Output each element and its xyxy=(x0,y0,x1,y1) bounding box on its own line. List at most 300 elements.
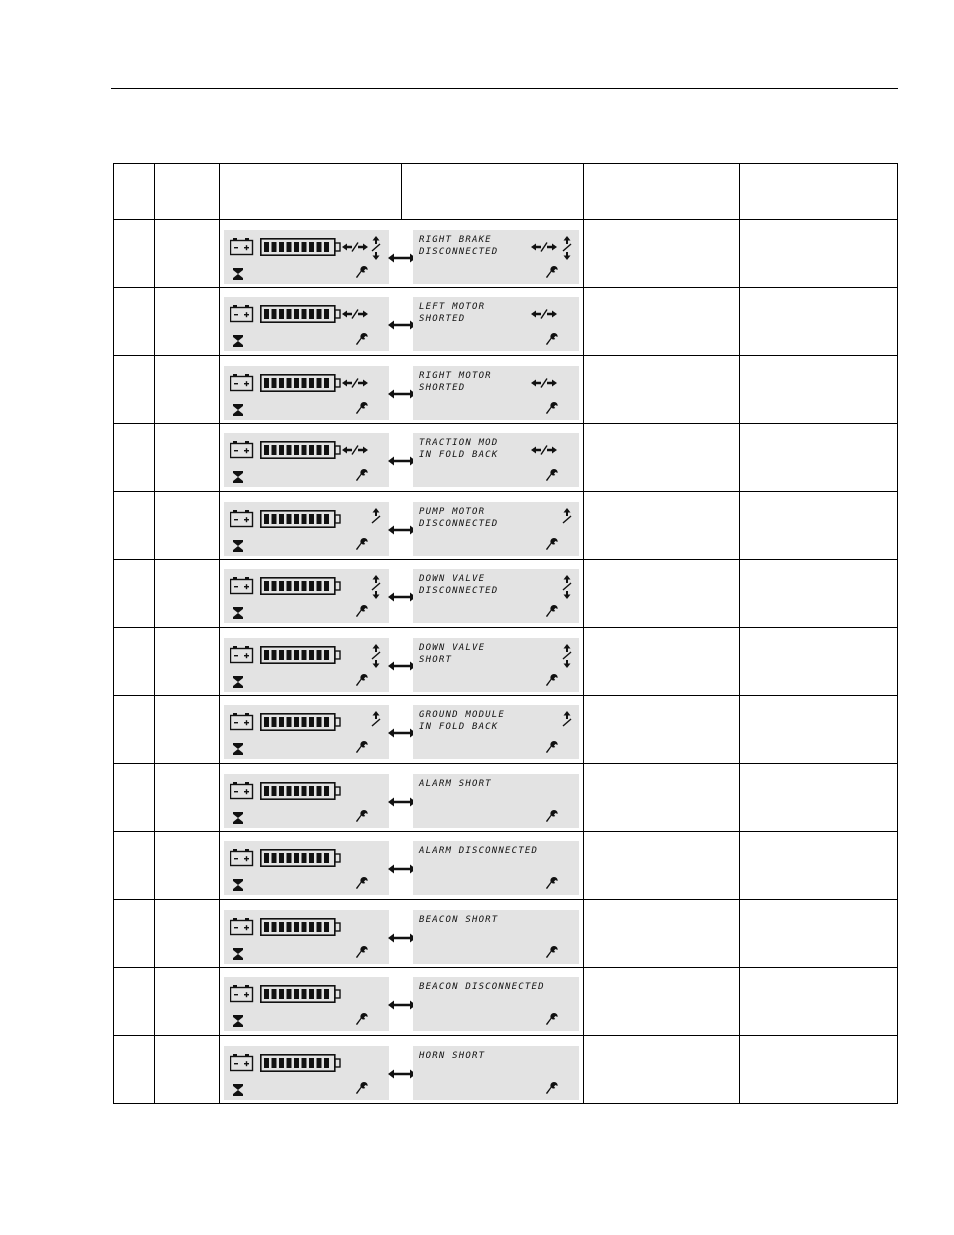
gauge-segment xyxy=(302,786,307,796)
lcd-fault-screen xyxy=(413,705,579,759)
lcd-fault-screen xyxy=(413,910,579,964)
lcd-status-screen xyxy=(224,705,389,759)
gauge-segment xyxy=(317,242,322,252)
gauge-segment xyxy=(294,650,299,660)
battery-icon xyxy=(230,1054,254,1072)
battery-icon xyxy=(230,305,254,323)
lcd-status-screen xyxy=(224,977,389,1031)
gauge-segment xyxy=(324,717,329,727)
table-header-row xyxy=(114,164,898,220)
gauge-segment xyxy=(272,650,277,660)
cell-cause xyxy=(584,900,740,968)
double-arrow-icon xyxy=(388,389,416,399)
battery-gauge xyxy=(260,646,342,664)
battery-icon xyxy=(230,510,254,528)
fault-message xyxy=(419,234,498,258)
gauge-segment xyxy=(309,1058,314,1068)
wrench-icon xyxy=(546,333,558,346)
cell-cause xyxy=(584,424,740,492)
lcd-status-screen xyxy=(224,638,389,692)
lcd-status-screen xyxy=(224,569,389,623)
traction-icon xyxy=(531,445,557,455)
cell-code xyxy=(114,288,155,356)
gauge-segment xyxy=(272,989,277,999)
gauge-segment xyxy=(302,242,307,252)
fault-line-2: DISCONNECTED xyxy=(419,519,499,529)
gauge-segment xyxy=(272,378,277,388)
gauge-segment xyxy=(294,378,299,388)
battery-gauge xyxy=(260,985,342,1003)
hourglass-icon xyxy=(232,948,244,960)
gauge-segment xyxy=(287,786,292,796)
battery-icon xyxy=(230,849,254,867)
wrench-icon xyxy=(546,605,558,618)
cell-remedy xyxy=(740,560,898,628)
lcd-fault-screen xyxy=(413,502,579,556)
gauge-segment xyxy=(272,445,277,455)
gauge-segment xyxy=(264,922,269,932)
wrench-icon xyxy=(356,810,368,823)
cell-flash xyxy=(155,628,220,696)
hourglass-icon xyxy=(232,471,244,483)
gauge-segment xyxy=(287,378,292,388)
table-row xyxy=(114,1036,898,1104)
fault-line-1: LEFT MOTOR xyxy=(419,302,486,312)
gauge-segment xyxy=(279,309,284,319)
wrench-icon xyxy=(356,741,368,754)
wrench-icon xyxy=(356,469,368,482)
gauge-segment xyxy=(324,1058,329,1068)
fault-line-1: BEACON DISCONNECTED xyxy=(419,982,545,992)
double-arrow-icon xyxy=(388,797,416,807)
traction-icon xyxy=(342,309,368,319)
fault-line-2: SHORTED xyxy=(419,314,466,324)
double-arrow-icon xyxy=(388,864,416,874)
cell-flash xyxy=(155,1036,220,1104)
table-row xyxy=(114,288,898,356)
battery-icon xyxy=(230,441,254,459)
lcd-fault-screen xyxy=(413,230,579,284)
cell-remedy xyxy=(740,424,898,492)
gauge-segment xyxy=(324,445,329,455)
gauge-segment xyxy=(302,717,307,727)
gauge-segment xyxy=(294,581,299,591)
battery-icon xyxy=(230,918,254,936)
table-row xyxy=(114,220,898,288)
wrench-icon xyxy=(546,810,558,823)
double-arrow-icon xyxy=(388,661,416,671)
table-row xyxy=(114,424,898,492)
gauge-segment xyxy=(279,242,284,252)
gauge-segment xyxy=(272,1058,277,1068)
lcd-fault-screen xyxy=(413,569,579,623)
fault-line-1: HORN SHORT xyxy=(419,1051,486,1061)
gauge-segment xyxy=(309,581,314,591)
gauge-segment xyxy=(279,445,284,455)
gauge-segment xyxy=(294,309,299,319)
wrench-icon xyxy=(356,877,368,890)
gauge-segment xyxy=(317,853,322,863)
battery-gauge xyxy=(260,577,342,595)
gauge-segment xyxy=(317,989,322,999)
cell-remedy xyxy=(740,832,898,900)
header-cell xyxy=(220,164,402,220)
wrench-icon xyxy=(546,674,558,687)
gauge-segment xyxy=(294,717,299,727)
gauge-segment xyxy=(294,853,299,863)
toggle-arrow xyxy=(388,661,416,671)
fault-line-1: GROUND MODULE xyxy=(419,710,506,720)
wrench-icon xyxy=(546,946,558,959)
double-arrow-icon xyxy=(388,253,416,263)
battery-gauge xyxy=(260,238,342,256)
gauge-segment xyxy=(264,445,269,455)
gauge-segment xyxy=(287,853,292,863)
wrench-icon xyxy=(546,1082,558,1095)
gauge-segment xyxy=(279,717,284,727)
wrench-icon xyxy=(356,333,368,346)
gauge-segment xyxy=(317,786,322,796)
gauge-segment xyxy=(302,922,307,932)
wrench-icon xyxy=(546,741,558,754)
wrench-icon xyxy=(546,877,558,890)
battery-gauge xyxy=(260,918,342,936)
toggle-arrow xyxy=(388,797,416,807)
double-arrow-icon xyxy=(388,456,416,466)
gauge-segment xyxy=(324,581,329,591)
gauge-segment xyxy=(302,514,307,524)
toggle-arrow xyxy=(388,1069,416,1079)
fault-message xyxy=(419,506,498,530)
fault-line-2: IN FOLD BACK xyxy=(419,722,499,732)
gauge-segment xyxy=(264,1058,269,1068)
fault-display-table xyxy=(113,163,898,1104)
gauge-segment xyxy=(309,786,314,796)
hourglass-icon xyxy=(232,879,244,891)
wrench-icon xyxy=(356,402,368,415)
gauge-segment xyxy=(309,309,314,319)
gauge-segment xyxy=(302,445,307,455)
table-row xyxy=(114,764,898,832)
pump-icon xyxy=(370,644,382,668)
gauge-segment xyxy=(309,378,314,388)
table-row xyxy=(114,968,898,1036)
display-cell xyxy=(220,628,584,696)
gauge-segment xyxy=(272,309,277,319)
gauge-segment xyxy=(324,922,329,932)
hourglass-icon xyxy=(232,607,244,619)
cell-flash xyxy=(155,968,220,1036)
wrench-icon xyxy=(546,538,558,551)
cell-flash xyxy=(155,560,220,628)
cell-cause xyxy=(584,628,740,696)
cell-cause xyxy=(584,832,740,900)
header-cell xyxy=(402,164,584,220)
gauge-segment xyxy=(317,378,322,388)
cell-cause xyxy=(584,356,740,424)
cell-flash xyxy=(155,764,220,832)
gauge-segment xyxy=(309,717,314,727)
gauge-segment xyxy=(317,581,322,591)
gauge-segment xyxy=(279,922,284,932)
hourglass-icon xyxy=(232,812,244,824)
pump-icon xyxy=(370,236,382,260)
lcd-fault-screen xyxy=(413,977,579,1031)
gauge-segment xyxy=(279,989,284,999)
fault-message xyxy=(419,437,498,461)
cell-flash xyxy=(155,220,220,288)
gauge-segment xyxy=(264,378,269,388)
wrench-icon xyxy=(356,1013,368,1026)
battery-gauge xyxy=(260,713,342,731)
gauge-segment xyxy=(287,445,292,455)
double-arrow-icon xyxy=(388,728,416,738)
gauge-segment xyxy=(294,242,299,252)
battery-icon xyxy=(230,238,254,256)
wrench-icon xyxy=(356,605,368,618)
pump-icon xyxy=(561,644,573,668)
gauge-segment xyxy=(324,853,329,863)
cell-code xyxy=(114,424,155,492)
gauge-segment xyxy=(272,853,277,863)
wrench-icon xyxy=(546,402,558,415)
cell-remedy xyxy=(740,288,898,356)
fault-message xyxy=(419,981,545,993)
display-cell xyxy=(220,220,584,288)
cell-code xyxy=(114,968,155,1036)
cell-code xyxy=(114,764,155,832)
gauge-segment xyxy=(302,989,307,999)
table-row xyxy=(114,628,898,696)
gauge-segment xyxy=(309,445,314,455)
gauge-segment xyxy=(279,514,284,524)
hourglass-icon xyxy=(232,404,244,416)
gauge-segment xyxy=(264,309,269,319)
display-cell xyxy=(220,1036,584,1104)
cell-cause xyxy=(584,1036,740,1104)
display-cell xyxy=(220,560,584,628)
double-arrow-icon xyxy=(388,320,416,330)
gauge-segment xyxy=(287,309,292,319)
gauge-segment xyxy=(272,242,277,252)
battery-gauge xyxy=(260,849,342,867)
gauge-segment xyxy=(309,514,314,524)
fault-line-1: BEACON SHORT xyxy=(419,915,499,925)
hourglass-icon xyxy=(232,268,244,280)
gauge-segment xyxy=(317,514,322,524)
gauge-segment xyxy=(317,1058,322,1068)
battery-gauge xyxy=(260,305,342,323)
gauge-segment xyxy=(302,309,307,319)
double-arrow-icon xyxy=(388,1069,416,1079)
cell-flash xyxy=(155,832,220,900)
gauge-segment xyxy=(264,989,269,999)
gauge-segment xyxy=(287,717,292,727)
battery-icon xyxy=(230,782,254,800)
gauge-segment xyxy=(317,717,322,727)
lcd-status-screen xyxy=(224,366,389,420)
cell-code xyxy=(114,900,155,968)
gauge-segment xyxy=(294,989,299,999)
display-cell xyxy=(220,492,584,560)
gauge-segment xyxy=(287,242,292,252)
battery-gauge xyxy=(260,441,342,459)
battery-icon xyxy=(230,374,254,392)
table-row xyxy=(114,832,898,900)
battery-gauge xyxy=(260,782,342,800)
gauge-segment xyxy=(279,786,284,796)
double-arrow-icon xyxy=(388,592,416,602)
table-row xyxy=(114,900,898,968)
hourglass-icon xyxy=(232,1084,244,1096)
lcd-fault-screen xyxy=(413,841,579,895)
gauge-segment xyxy=(309,922,314,932)
gauge-segment xyxy=(309,650,314,660)
cell-code xyxy=(114,696,155,764)
battery-icon xyxy=(230,713,254,731)
cell-code xyxy=(114,1036,155,1104)
battery-gauge xyxy=(260,374,342,392)
lcd-status-screen xyxy=(224,433,389,487)
hourglass-icon xyxy=(232,335,244,347)
cell-cause xyxy=(584,696,740,764)
cell-cause xyxy=(584,764,740,832)
gauge-segment xyxy=(272,717,277,727)
pump-icon xyxy=(370,711,382,735)
double-arrow-icon xyxy=(388,933,416,943)
cell-cause xyxy=(584,968,740,1036)
cell-cause xyxy=(584,560,740,628)
fault-line-2: DISCONNECTED xyxy=(419,247,499,257)
fault-line-1: DOWN VALVE xyxy=(419,643,486,653)
cell-code xyxy=(114,832,155,900)
gauge-segment xyxy=(279,853,284,863)
header-cell xyxy=(114,164,155,220)
battery-gauge xyxy=(260,1054,342,1072)
cell-remedy xyxy=(740,492,898,560)
gauge-segment xyxy=(324,514,329,524)
battery-icon xyxy=(230,577,254,595)
toggle-arrow xyxy=(388,864,416,874)
gauge-segment xyxy=(272,786,277,796)
gauge-segment xyxy=(272,514,277,524)
pump-icon xyxy=(370,575,382,599)
cell-remedy xyxy=(740,1036,898,1104)
wrench-icon xyxy=(356,266,368,279)
lcd-fault-screen xyxy=(413,774,579,828)
gauge-segment xyxy=(287,581,292,591)
display-cell xyxy=(220,424,584,492)
gauge-segment xyxy=(287,514,292,524)
header-cell xyxy=(155,164,220,220)
lcd-fault-screen xyxy=(413,297,579,351)
double-arrow-icon xyxy=(388,525,416,535)
gauge-segment xyxy=(287,1058,292,1068)
table-row xyxy=(114,560,898,628)
gauge-segment xyxy=(324,650,329,660)
cell-cause xyxy=(584,492,740,560)
toggle-arrow xyxy=(388,592,416,602)
traction-icon xyxy=(531,242,557,252)
cell-remedy xyxy=(740,900,898,968)
gauge-segment xyxy=(309,853,314,863)
toggle-arrow xyxy=(388,1000,416,1010)
gauge-segment xyxy=(317,650,322,660)
traction-icon xyxy=(531,309,557,319)
gauge-segment xyxy=(324,242,329,252)
gauge-segment xyxy=(317,922,322,932)
header-cell xyxy=(740,164,898,220)
battery-gauge xyxy=(260,510,342,528)
toggle-arrow xyxy=(388,728,416,738)
toggle-arrow xyxy=(388,933,416,943)
wrench-icon xyxy=(546,1013,558,1026)
fault-line-2: SHORT xyxy=(419,655,453,665)
lcd-status-screen xyxy=(224,1046,389,1100)
gauge-segment xyxy=(287,989,292,999)
lcd-status-screen xyxy=(224,774,389,828)
fault-message xyxy=(419,845,538,857)
gauge-segment xyxy=(294,445,299,455)
lcd-fault-screen xyxy=(413,366,579,420)
display-cell xyxy=(220,356,584,424)
header-cell xyxy=(584,164,740,220)
gauge-segment xyxy=(302,650,307,660)
pump-icon xyxy=(561,236,573,260)
display-cell xyxy=(220,900,584,968)
cell-cause xyxy=(584,288,740,356)
hourglass-icon xyxy=(232,1015,244,1027)
fault-line-2: DISCONNECTED xyxy=(419,586,499,596)
cell-remedy xyxy=(740,764,898,832)
pump-icon xyxy=(370,508,382,532)
gauge-segment xyxy=(272,581,277,591)
cell-code xyxy=(114,560,155,628)
battery-icon xyxy=(230,985,254,1003)
wrench-icon xyxy=(356,946,368,959)
hourglass-icon xyxy=(232,540,244,552)
fault-line-2: SHORTED xyxy=(419,383,466,393)
traction-icon xyxy=(342,445,368,455)
toggle-arrow xyxy=(388,389,416,399)
gauge-segment xyxy=(294,514,299,524)
gauge-segment xyxy=(294,786,299,796)
display-cell xyxy=(220,968,584,1036)
fault-line-1: PUMP MOTOR xyxy=(419,507,486,517)
gauge-segment xyxy=(279,650,284,660)
traction-icon xyxy=(342,378,368,388)
fault-line-1: RIGHT BRAKE xyxy=(419,235,492,245)
pump-icon xyxy=(561,711,573,735)
toggle-arrow xyxy=(388,456,416,466)
hourglass-icon xyxy=(232,676,244,688)
gauge-segment xyxy=(302,853,307,863)
lcd-status-screen xyxy=(224,910,389,964)
cell-remedy xyxy=(740,968,898,1036)
gauge-segment xyxy=(279,378,284,388)
display-cell xyxy=(220,696,584,764)
cell-code xyxy=(114,220,155,288)
fault-line-2: IN FOLD BACK xyxy=(419,450,499,460)
gauge-segment xyxy=(272,922,277,932)
battery-icon xyxy=(230,646,254,664)
cell-remedy xyxy=(740,220,898,288)
gauge-segment xyxy=(264,853,269,863)
lcd-fault-screen xyxy=(413,433,579,487)
cell-code xyxy=(114,356,155,424)
toggle-arrow xyxy=(388,525,416,535)
traction-icon xyxy=(342,242,368,252)
